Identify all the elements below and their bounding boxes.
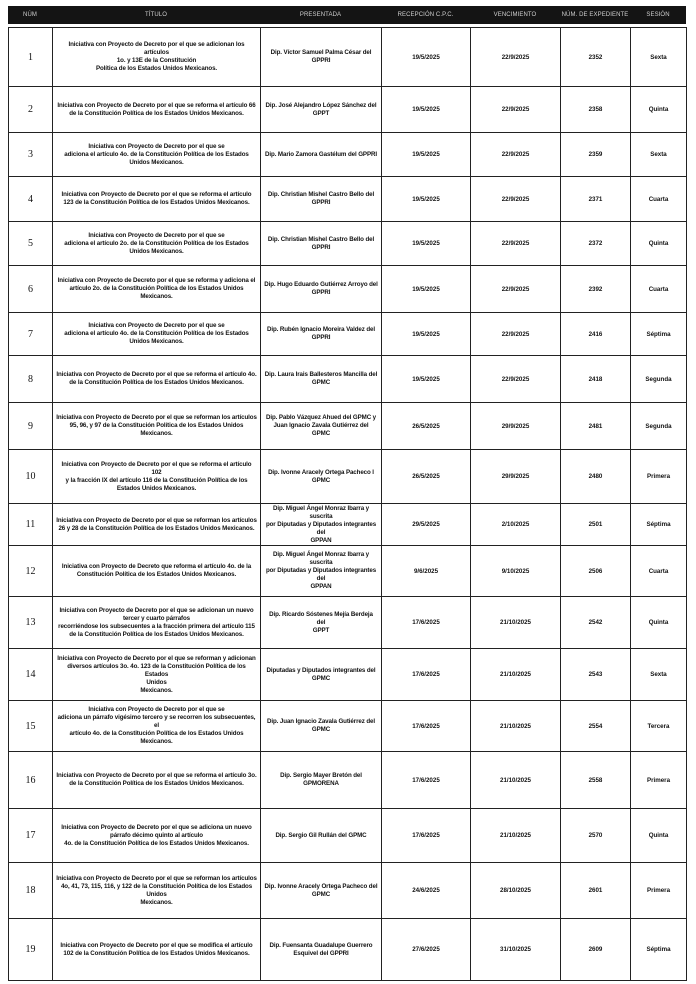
- file-number: 2543: [561, 649, 631, 701]
- title-line: 4o. de la Constitución Política de los Estados Unidos Mexicanos.: [64, 839, 249, 847]
- row-number: 17: [9, 809, 53, 863]
- session: Segunda: [631, 356, 687, 403]
- file-number: 2359: [561, 133, 631, 177]
- author-line: Dip. José Alejandro López Sánchez del: [265, 101, 377, 109]
- author-line: Dip. Rubén Ignacio Moreira Valdez del: [266, 326, 376, 333]
- author-line: Dip. Ivonne Aracely Ortega Pacheco del: [264, 882, 378, 890]
- title-line: de la Constitución Política de los Estados Unidos Mexicanos.: [69, 109, 244, 117]
- session: Quinta: [631, 597, 687, 649]
- title-line: Iniciativa con Proyecto de Decreto por el que se reforman y adicionan: [57, 654, 256, 662]
- author-line: GPMC: [311, 379, 331, 386]
- due-date: 21/10/2025: [471, 752, 561, 809]
- initiative-title: [53, 177, 261, 222]
- due-date: 22/9/2025: [471, 177, 561, 222]
- due-date: 9/10/2025: [471, 546, 561, 597]
- author-line: Dip. Hugo Eduardo Gutiérrez Arroyo del: [264, 281, 378, 288]
- author-line: Dip. Sergio Mayer Bretón del GPMORENA: [280, 772, 362, 787]
- due-date: 21/10/2025: [471, 809, 561, 863]
- due-date: 22/9/2025: [471, 87, 561, 133]
- presented-by: [261, 177, 382, 222]
- presented-by: [261, 597, 382, 649]
- presented-by: [261, 752, 382, 809]
- table-row: [9, 649, 687, 701]
- file-number: 2352: [561, 28, 631, 87]
- header-due: VENCIMIENTO: [493, 11, 537, 18]
- title-line: Iniciativa con Proyecto de Decreto por el que se reforma el artículo: [61, 191, 252, 198]
- due-date: 22/9/2025: [471, 356, 561, 403]
- title-line: adiciona un párrafo vigésimo tercero y se recorren los subsecuentes, el: [57, 714, 256, 729]
- due-date: 21/10/2025: [471, 701, 561, 752]
- initiative-title: [53, 450, 261, 504]
- table-row: [9, 919, 687, 981]
- title-line: Mexicanos.: [140, 738, 173, 745]
- file-number: 2506: [561, 546, 631, 597]
- title-line: Iniciativa con Proyecto de Decreto por el que se reforman los artículos: [56, 516, 257, 524]
- due-date: 29/9/2025: [471, 450, 561, 504]
- initiative-title: [53, 546, 261, 597]
- initiative-title: [53, 863, 261, 919]
- initiative-title: [53, 597, 261, 649]
- reception-date: 26/5/2025: [382, 450, 471, 504]
- title-line: Iniciativa con Proyecto de Decreto por el que se reforma y adiciona el: [57, 277, 256, 284]
- presented-by: [261, 546, 382, 597]
- session: Séptima: [631, 504, 687, 546]
- author-line: Juan Ignacio Zavala Gutiérrez del GPMC: [273, 422, 369, 437]
- file-number: 2416: [561, 313, 631, 356]
- table-row: [9, 403, 687, 450]
- presented-by: [261, 356, 382, 403]
- file-number: 2601: [561, 863, 631, 919]
- author-line: Dip. Miguel Ángel Monraz Ibarra y suscrita: [272, 504, 370, 520]
- title-line: 123 de la Constitución Política de los Estados Unidos Mexicanos.: [63, 199, 250, 206]
- title-line: adiciona el artículo 2o. de la Constitución Política de los Estados: [64, 239, 249, 247]
- initiative-title: [53, 504, 261, 546]
- author-line: GPMC: [311, 674, 331, 682]
- presented-by: [261, 313, 382, 356]
- table-row: [9, 809, 687, 863]
- session: Quinta: [631, 222, 687, 266]
- row-number: 6: [9, 266, 53, 313]
- row-number: 12: [9, 546, 53, 597]
- author-line: GPMC: [311, 476, 331, 484]
- row-number: 3: [9, 133, 53, 177]
- initiative-title: [53, 313, 261, 356]
- author-line: Dip. Christian Mishel Castro Bello del: [267, 191, 375, 198]
- title-line: y la fracción IX del artículo 116 de la Constitución Política de los: [65, 476, 248, 484]
- due-date: 22/9/2025: [471, 222, 561, 266]
- due-date: 31/10/2025: [471, 919, 561, 981]
- row-number: 15: [9, 701, 53, 752]
- row-number: 4: [9, 177, 53, 222]
- file-number: 2358: [561, 87, 631, 133]
- file-number: 2558: [561, 752, 631, 809]
- title-line: artículo 2o. de la Constitución Política de los Estados Unidos: [69, 285, 244, 292]
- title-line: Iniciativa con Proyecto de Decreto por el que se: [88, 322, 225, 329]
- reception-date: 24/6/2025: [382, 863, 471, 919]
- due-date: 21/10/2025: [471, 649, 561, 701]
- row-number: 1: [9, 28, 53, 87]
- reception-date: 19/5/2025: [382, 87, 471, 133]
- row-number: 19: [9, 919, 53, 981]
- title-line: Estados Unidos Mexicanos.: [116, 484, 197, 492]
- due-date: 22/9/2025: [471, 313, 561, 356]
- table-row: [9, 701, 687, 752]
- presented-by: [261, 403, 382, 450]
- reception-date: 19/5/2025: [382, 266, 471, 313]
- reception-date: 19/5/2025: [382, 177, 471, 222]
- reception-date: 29/5/2025: [382, 504, 471, 546]
- header-file: NÚM. DE EXPEDIENTE: [561, 11, 629, 18]
- author-line: GPMC: [311, 726, 331, 733]
- author-line: GPPAN: [310, 583, 332, 590]
- initiative-title: [53, 266, 261, 313]
- initiative-title: [53, 356, 261, 403]
- initiative-title: [53, 403, 261, 450]
- author-line: GPPRI: [311, 334, 331, 341]
- title-line: Iniciativa con Proyecto de Decreto por el que se reforma el artículo 102: [61, 460, 252, 476]
- reception-date: 27/6/2025: [382, 919, 471, 981]
- row-number: 10: [9, 450, 53, 504]
- title-line: párrafo décimo quinto al artículo: [110, 831, 203, 839]
- initiative-title: [53, 133, 261, 177]
- table-row: [9, 450, 687, 504]
- session: Tercera: [631, 701, 687, 752]
- initiative-title: [53, 649, 261, 701]
- presented-by: [261, 28, 382, 87]
- reception-date: 19/5/2025: [382, 28, 471, 87]
- table-row: [9, 546, 687, 597]
- title-line: 26 y 28 de la Constitución Política de los Estados Unidos Mexicanos.: [58, 524, 255, 532]
- author-line: Diputadas y Diputados integrantes del: [266, 666, 376, 674]
- reception-date: 17/6/2025: [382, 649, 471, 701]
- table-header: [8, 6, 686, 24]
- header-author: PRESENTADA: [299, 11, 342, 18]
- author-line: Esquivel del GPPRI: [293, 949, 349, 957]
- due-date: 22/9/2025: [471, 266, 561, 313]
- title-line: de la Constitución Política de los Estados Unidos Mexicanos.: [69, 780, 244, 787]
- title-line: Unidos Mexicanos.: [129, 338, 184, 345]
- initiative-title: [53, 222, 261, 266]
- session: Cuarta: [631, 546, 687, 597]
- row-number: 8: [9, 356, 53, 403]
- table-row: [9, 222, 687, 266]
- session: Séptima: [631, 919, 687, 981]
- presented-by: [261, 222, 382, 266]
- title-line: Mexicanos.: [140, 898, 173, 906]
- title-line: Iniciativa con Proyecto de Decreto que reforma el artículo 4o. de la: [61, 563, 252, 570]
- row-number: 9: [9, 403, 53, 450]
- title-line: diversos artículos 3o. 4o. 123 de la Constitución Política de los Estados: [67, 662, 246, 678]
- due-date: 21/10/2025: [471, 597, 561, 649]
- author-line: Dip. Fuensanta Guadalupe Guerrero: [269, 941, 373, 949]
- header-received: RECEPCIÓN C.P.C.: [397, 11, 454, 18]
- reception-date: 19/5/2025: [382, 222, 471, 266]
- title-line: Unidos Mexicanos.: [129, 158, 184, 166]
- author-line: GPPRI: [311, 199, 331, 206]
- initiative-title: [53, 919, 261, 981]
- table-row: [9, 597, 687, 649]
- title-line: Iniciativa con Proyecto de Decreto por el que se: [88, 706, 225, 713]
- title-line: de la Constitución Política de los Estados Unidos Mexicanos.: [69, 379, 244, 386]
- table-row: [9, 177, 687, 222]
- table-row: [9, 87, 687, 133]
- title-line: Política de los Estados Unidos Mexicanos.: [95, 65, 218, 72]
- table-row: [9, 504, 687, 546]
- presented-by: [261, 649, 382, 701]
- title-line: Iniciativa con Proyecto de Decreto por el que se modifica el artículo: [60, 941, 253, 949]
- row-number: 2: [9, 87, 53, 133]
- title-line: Mexicanos.: [140, 686, 173, 694]
- initiative-title: [53, 87, 261, 133]
- table-body: [9, 28, 687, 981]
- session: Séptima: [631, 313, 687, 356]
- presented-by: [261, 809, 382, 863]
- table-row: [9, 752, 687, 809]
- title-line: Iniciativa con Proyecto de Decreto por el que se adicionan los artículos: [68, 41, 245, 56]
- reception-date: 17/6/2025: [382, 752, 471, 809]
- header-session: SESIÓN: [646, 11, 670, 18]
- title-line: Iniciativa con Proyecto de Decreto por el que se reforma el artículo 66: [57, 101, 256, 109]
- session: Primera: [631, 752, 687, 809]
- initiatives-table: [8, 27, 687, 981]
- title-line: Unidos: [146, 890, 167, 898]
- file-number: 2418: [561, 356, 631, 403]
- author-line: por Diputadas y Diputados integrantes del: [265, 520, 377, 536]
- reception-date: 19/5/2025: [382, 313, 471, 356]
- session: Quinta: [631, 87, 687, 133]
- session: Sexta: [631, 649, 687, 701]
- session: Quinta: [631, 809, 687, 863]
- row-number: 7: [9, 313, 53, 356]
- row-number: 5: [9, 222, 53, 266]
- title-line: adiciona el artículo 4o. de la Constitución Política de los Estados: [64, 150, 249, 158]
- author-line: Dip. Ivonne Aracely Ortega Pacheco l: [268, 468, 374, 476]
- presented-by: [261, 133, 382, 177]
- author-line: Dip. Sergio Gil Rullán del GPMC: [275, 831, 367, 839]
- reception-date: 17/6/2025: [382, 597, 471, 649]
- title-line: recorriéndose los subsecuentes a la fracción primera del artículo 115: [58, 622, 255, 630]
- reception-date: 19/5/2025: [382, 133, 471, 177]
- initiative-title: [53, 701, 261, 752]
- reception-date: 17/6/2025: [382, 701, 471, 752]
- presented-by: [261, 504, 382, 546]
- row-number: 14: [9, 649, 53, 701]
- presented-by: [261, 87, 382, 133]
- due-date: 28/10/2025: [471, 863, 561, 919]
- file-number: 2392: [561, 266, 631, 313]
- author-line: GPPT: [312, 626, 330, 634]
- table-row: [9, 863, 687, 919]
- title-line: tercer y cuarto párrafos: [122, 614, 191, 622]
- author-line: Dip. Laura Irais Ballesteros Mancilla del: [264, 371, 378, 378]
- table-row: [9, 133, 687, 177]
- file-number: 2372: [561, 222, 631, 266]
- presented-by: [261, 701, 382, 752]
- initiative-title: [53, 28, 261, 87]
- title-line: de la Constitución Política de los Estados Unidos Mexicanos.: [69, 630, 244, 638]
- title-line: Constitución Política de los Estados Unidos Mexicanos.: [76, 571, 237, 578]
- header-num: NÚM: [23, 11, 37, 18]
- initiative-title: [53, 809, 261, 863]
- session: Primera: [631, 863, 687, 919]
- initiative-title: [53, 752, 261, 809]
- author-line: GPMC: [311, 890, 331, 898]
- table-row: [9, 313, 687, 356]
- row-number: 16: [9, 752, 53, 809]
- reception-date: 19/5/2025: [382, 356, 471, 403]
- session: Primera: [631, 450, 687, 504]
- row-number: 18: [9, 863, 53, 919]
- file-number: 2501: [561, 504, 631, 546]
- title-line: Iniciativa con Proyecto de Decreto por el que se reforma el artículo 3o.: [56, 772, 257, 779]
- title-line: adiciona el artículo 4o. de la Constitución Política de los Estados: [64, 330, 249, 337]
- author-line: GPPRI: [311, 289, 331, 296]
- title-line: 102 de la Constitución Política de los Estados Unidos Mexicanos.: [63, 949, 250, 957]
- title-line: Iniciativa con Proyecto de Decreto por el que se: [88, 231, 225, 239]
- title-line: Iniciativa con Proyecto de Decreto por el que se reforman los artículos: [56, 874, 257, 882]
- author-line: GPPAN: [310, 536, 332, 544]
- session: Cuarta: [631, 266, 687, 313]
- author-line: GPPRI: [311, 243, 331, 251]
- author-line: Dip. Miguel Ángel Monraz Ibarra y suscrita: [272, 551, 370, 566]
- row-number: 11: [9, 504, 53, 546]
- session: Cuarta: [631, 177, 687, 222]
- table-row: [9, 356, 687, 403]
- title-line: Iniciativa con Proyecto de Decreto por el que se: [88, 142, 225, 150]
- title-line: 1o. y 13E de la Constitución: [116, 57, 197, 64]
- author-line: Dip. Pablo Vázquez Ahued del GPMC y: [265, 414, 377, 421]
- title-line: 95, 96, y 97 de la Constitución Política de los Estados Unidos: [69, 422, 244, 429]
- title-line: Unidos: [146, 678, 167, 686]
- file-number: 2570: [561, 809, 631, 863]
- due-date: 22/9/2025: [471, 133, 561, 177]
- reception-date: 17/6/2025: [382, 809, 471, 863]
- presented-by: [261, 919, 382, 981]
- title-line: Unidos Mexicanos.: [129, 247, 184, 255]
- session: Sexta: [631, 133, 687, 177]
- file-number: 2480: [561, 450, 631, 504]
- author-line: Dip. Ricardo Sóstenes Mejía Berdeja del: [269, 610, 373, 626]
- file-number: 2371: [561, 177, 631, 222]
- due-date: 2/10/2025: [471, 504, 561, 546]
- author-line: Dip. Mario Zamora Gastélum del GPPRI: [265, 150, 377, 158]
- presented-by: [261, 450, 382, 504]
- title-line: 4o, 41, 73, 115, 116, y 122 de la Constitución Política de los Estados: [60, 882, 253, 890]
- author-line: GPPT: [312, 109, 330, 117]
- file-number: 2542: [561, 597, 631, 649]
- title-line: Iniciativa con Proyecto de Decreto por el que se reforma el artículo 4o.: [56, 371, 257, 378]
- due-date: 29/9/2025: [471, 403, 561, 450]
- title-line: Mexicanos.: [140, 430, 173, 437]
- table-row: [9, 266, 687, 313]
- title-line: Mexicanos.: [140, 293, 173, 300]
- file-number: 2554: [561, 701, 631, 752]
- title-line: artículo 4o. de la Constitución Política de los Estados Unidos: [69, 730, 244, 737]
- session: Sexta: [631, 28, 687, 87]
- reception-date: 9/6/2025: [382, 546, 471, 597]
- author-line: Dip. Víctor Samuel Palma César del GPPRI: [270, 49, 372, 64]
- title-line: Iniciativa con Proyecto de Decreto por el que se reforman los artículos: [56, 414, 257, 421]
- author-line: Dip. Christian Mishel Castro Bello del: [267, 235, 375, 243]
- author-line: por Diputadas y Diputados integrantes del: [265, 567, 377, 582]
- due-date: 22/9/2025: [471, 28, 561, 87]
- file-number: 2609: [561, 919, 631, 981]
- reception-date: 26/5/2025: [382, 403, 471, 450]
- author-line: Dip. Juan Ignacio Zavala Gutiérrez del: [267, 718, 375, 725]
- header-title: TÍTULO: [145, 11, 167, 18]
- title-line: Iniciativa con Proyecto de Decreto por el que se adicionan un nuevo: [59, 606, 254, 614]
- presented-by: [261, 863, 382, 919]
- session: Segunda: [631, 403, 687, 450]
- file-number: 2481: [561, 403, 631, 450]
- table-row: [9, 28, 687, 87]
- row-number: 13: [9, 597, 53, 649]
- presented-by: [261, 266, 382, 313]
- title-line: Iniciativa con Proyecto de Decreto por el que se adiciona un nuevo: [61, 823, 252, 831]
